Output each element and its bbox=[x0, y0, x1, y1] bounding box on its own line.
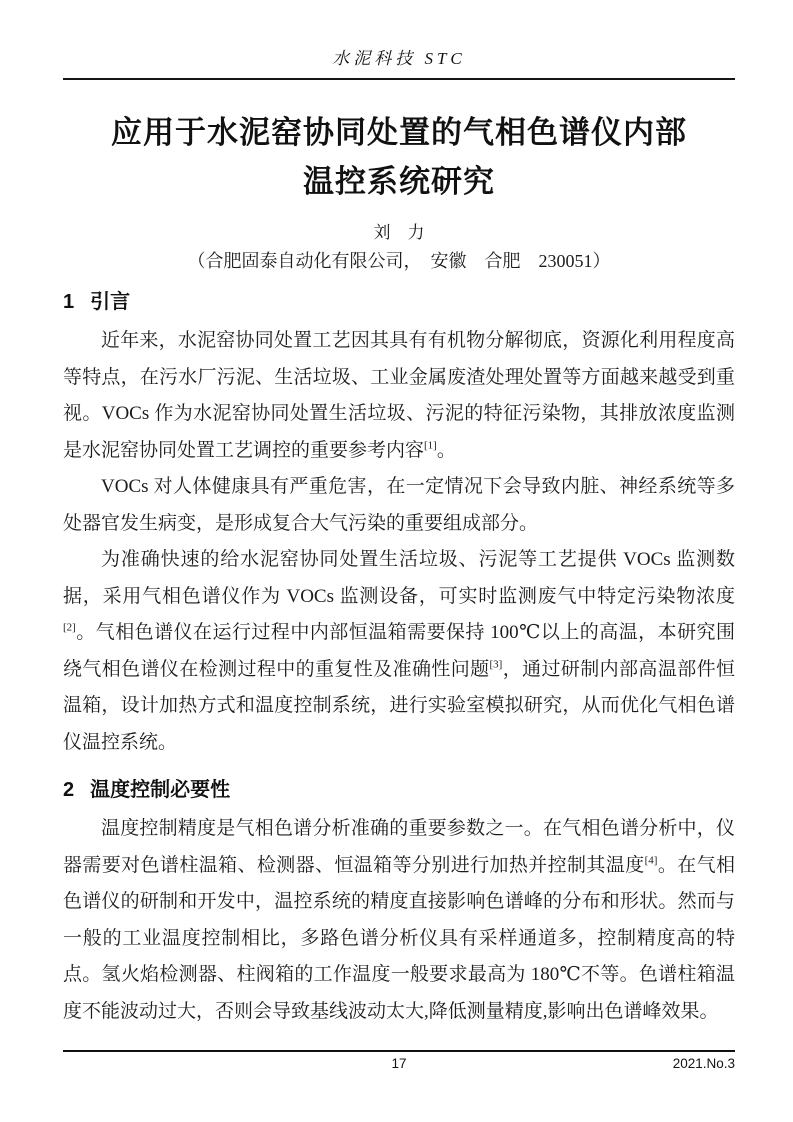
section-heading bbox=[63, 287, 735, 318]
page-footer bbox=[63, 1050, 735, 1078]
section-introduction bbox=[63, 287, 735, 761]
article-title-line-2: 温控系统研究 bbox=[303, 164, 495, 199]
reference-superscript: [2] bbox=[63, 621, 76, 634]
issue-label: 2021.No.3 bbox=[672, 1056, 735, 1071]
header-divider bbox=[63, 78, 735, 80]
section-heading bbox=[63, 775, 735, 806]
paragraph: 近年来，水泥窑协同处置工艺因其具有有机物分解彻底，资源化利用程度高等特点，在污水厂污泥、生活垃圾、工业金属废渣处理处置等方面越来越受到重视。VOCs 作为水泥窑协同处置生活垃圾、污泥的特征污染物，其排放浓度监测是水泥窑协同处置工艺调控的重要参考内容[1]。 bbox=[63, 330, 735, 461]
article-title-line-1: 应用于水泥窑协同处置的气相色谱仪内部 bbox=[111, 115, 687, 150]
paragraph: 为准确快速的给水泥窑协同处置生活垃圾、污泥等工艺提供 VOCs 监测数据，采用气相色谱仪作为 VOCs 监测设备，可实时监测废气中特定污染物浓度[2]。气相色谱仪在运行过程中内部恒温箱需要保持 100℃以上的高温，本研究围绕气相色谱仪在检测过程中的重复性及准确性问题[3]，通过研制内部高温部件恒温箱，设计加热方式和温度控制系统，进行实验室模拟研究，从而优化气相色谱仪温控系统。 bbox=[63, 549, 735, 753]
section-number: 1 bbox=[63, 291, 75, 313]
paragraph: 温度控制精度是气相色谱分析准确的重要参数之一。在气相色谱分析中，仪器需要对色谱柱温箱、检测器、恒温箱等分别进行加热并控制其温度[4]。在气相色谱仪的研制和开发中，温控系统的精度直接影响色谱峰的分布和形状。然而与一般的工业温度控制相比，多路色谱分析仪具有采样通道多，控制精度高的特点。氢火焰检测器、柱阀箱的工作温度一般要求最高为 180℃不等。色谱柱箱温度不能波动过大，否则会导致基线波动太大,降低测量精度,影响出色谱峰效果。 bbox=[63, 818, 735, 1022]
page-number: 17 bbox=[391, 1056, 407, 1071]
reference-superscript: [1] bbox=[424, 439, 437, 452]
author-name: 刘 力 bbox=[373, 223, 425, 242]
author-affiliation: （合肥固泰自动化有限公司， 安徽 合肥 230051） bbox=[187, 251, 611, 271]
article-title bbox=[63, 108, 735, 206]
section-paragraphs bbox=[63, 811, 735, 1030]
reference-superscript: [4] bbox=[644, 854, 658, 867]
paragraph: VOCs 对人体健康具有严重危害，在一定情况下会导致内脏、神经系统等多处器官发生病变，是形成复合大气污染的重要组成部分。 bbox=[63, 476, 735, 534]
section-number: 2 bbox=[63, 779, 75, 801]
section-title: 引言 bbox=[90, 291, 131, 313]
journal-title: 水泥科技 STC bbox=[332, 49, 466, 68]
section-temperature-control-necessity bbox=[63, 775, 735, 1030]
section-paragraphs bbox=[63, 323, 735, 761]
footer-row bbox=[63, 1052, 735, 1078]
reference-superscript: [3] bbox=[489, 658, 503, 671]
section-title: 温度控制必要性 bbox=[90, 779, 231, 801]
